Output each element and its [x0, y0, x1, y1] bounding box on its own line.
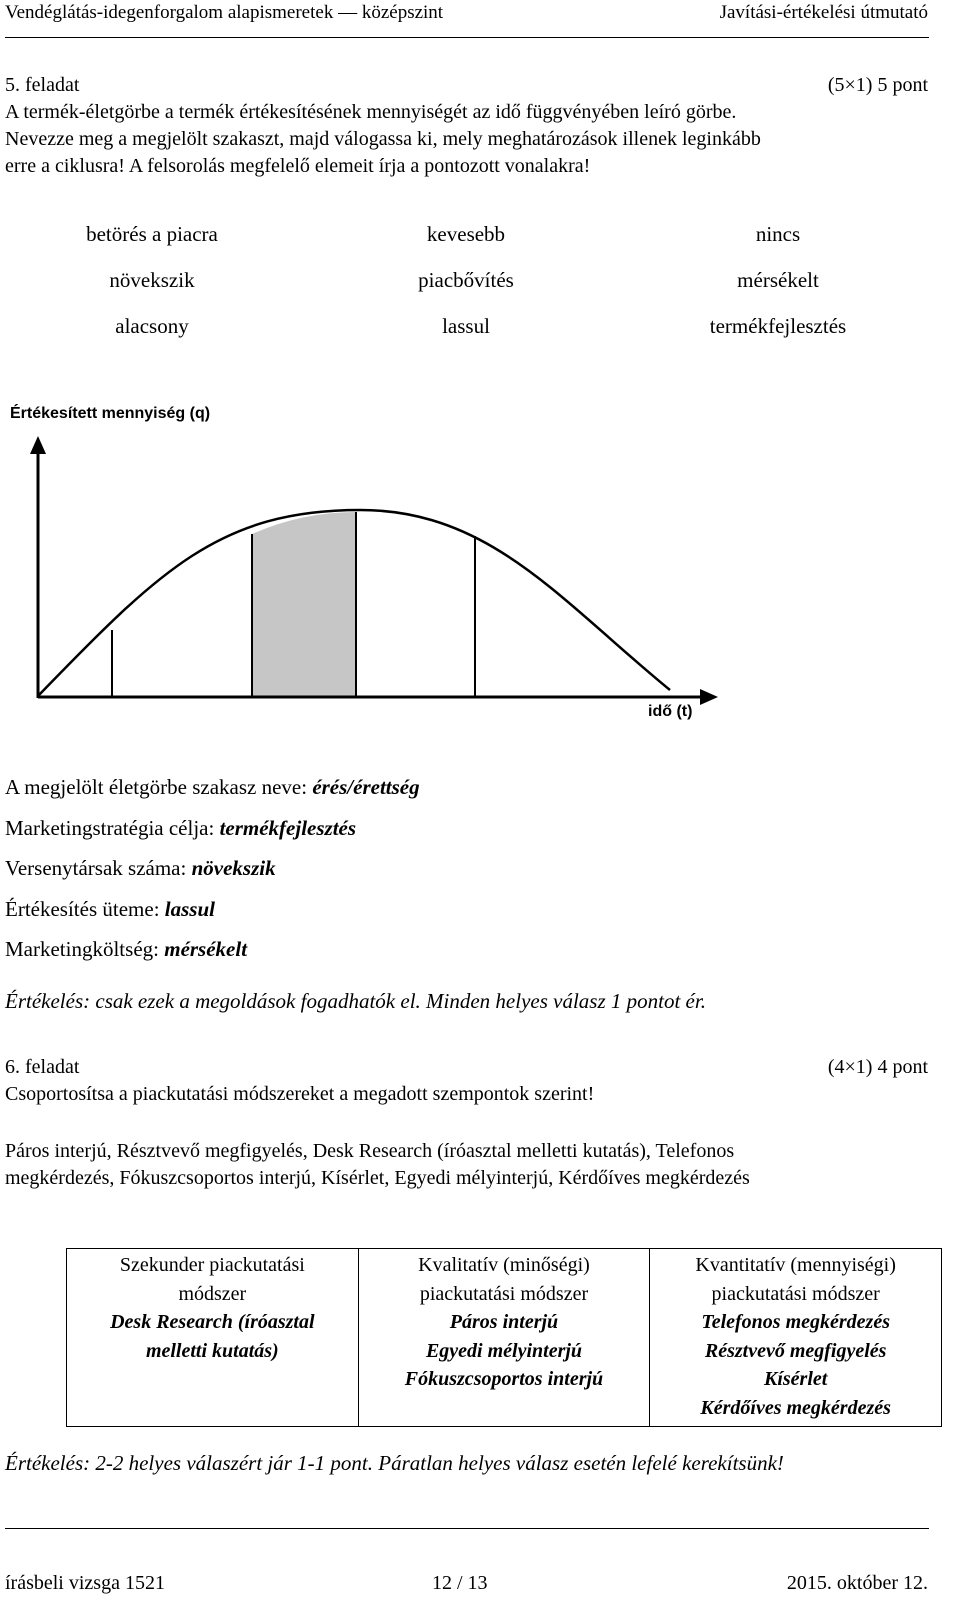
- table-cell-quantitative: [650, 1249, 942, 1427]
- cell-title: piackutatási módszer: [419, 1282, 589, 1305]
- task5-instruction-line-1: A termék-életgörbe a termék értékesítésének mennyiségét az idő függvényében leíró görbe.: [5, 101, 737, 123]
- product-lifecycle-diagram: [0, 430, 720, 730]
- answer-label: Versenytársak száma:: [5, 856, 192, 880]
- answer-value: termékfejlesztés: [219, 816, 357, 840]
- answer-strategy: [5, 815, 356, 842]
- task6-methods-line-1: Páros interjú, Résztvevő megfigyelés, Desk Research (íróasztal melletti kutatás), Telefonos: [5, 1140, 735, 1162]
- answer-label: A megjelölt életgörbe szakasz neve:: [5, 775, 313, 799]
- header-right: Javítási-értékelési útmutató: [719, 2, 928, 23]
- task6-points: (4×1) 4 pont: [827, 1056, 928, 1078]
- cell-item: Kísérlet: [763, 1368, 828, 1390]
- answer-marketing-cost: [5, 936, 247, 963]
- cell-item: melletti kutatás): [145, 1339, 279, 1362]
- header-left: Vendéglátás-idegenforgalom alapismeretek — középszint: [5, 2, 444, 23]
- task6-methods-line-2: megkérdezés, Fókuszcsoportos interjú, Kísérlet, Egyedi mélyinterjú, Kérdőíves megkérdezés: [5, 1167, 750, 1189]
- footer-left: írásbeli vizsga 1521: [5, 1572, 165, 1594]
- task5-instruction-line-3: erre a ciklusra! A felsorolás megfelelő elemeit írja a pontozott vonalakra!: [5, 155, 591, 177]
- answer-value: mérsékelt: [164, 937, 248, 961]
- table-row: [67, 1249, 942, 1427]
- cell-item: Desk Research (íróasztal: [110, 1311, 315, 1333]
- cell-item: Egyedi mélyinterjú: [425, 1339, 583, 1362]
- y-axis-label: Értékesített mennyiség (q): [10, 405, 211, 422]
- answer-stage-name: [5, 774, 420, 801]
- task5-instruction-line-2: Nevezze meg a megjelölt szakaszt, majd válogassa ki, mely meghatározások illenek leginkább: [5, 128, 761, 150]
- answer-label: Marketingstratégia célja:: [5, 816, 220, 840]
- cell-item: Kérdőíves megkérdezés: [700, 1396, 891, 1419]
- table-cell-qualitative: [358, 1249, 650, 1427]
- task5-points: (5×1) 5 pont: [827, 74, 928, 96]
- header-rule: [5, 37, 929, 38]
- cell-title: piackutatási módszer: [711, 1282, 880, 1305]
- word-bank-item: piacbővítés: [418, 268, 514, 292]
- footer-right: 2015. október 12.: [786, 1572, 928, 1594]
- y-axis-arrow: [30, 436, 46, 454]
- task6-instruction: Csoportosítsa a piackutatási módszereket a megadott szempontok szerint!: [5, 1083, 595, 1105]
- answer-label: Értékesítés üteme:: [5, 897, 165, 921]
- cell-title: Szekunder piackutatási: [119, 1254, 305, 1276]
- word-bank-item: növekszik: [109, 268, 195, 292]
- answer-sales-pace: [5, 896, 215, 923]
- task5-number: 5. feladat: [5, 74, 80, 96]
- cell-item: Telefonos megkérdezés: [701, 1311, 890, 1333]
- answer-competitors: [5, 855, 276, 882]
- cell-title: Kvalitatív (minőségi): [418, 1254, 590, 1276]
- cell-title: módszer: [178, 1282, 247, 1305]
- cell-title: Kvantitatív (mennyiségi): [695, 1254, 896, 1276]
- table-cell-secondary: [67, 1249, 359, 1427]
- x-axis-label: idő (t): [648, 703, 693, 720]
- task6-evaluation: Értékelés: 2-2 helyes válaszért jár 1-1 pont. Páratlan helyes válasz esetén lefelé kerekítsünk!: [5, 1451, 784, 1475]
- highlighted-segment: [252, 512, 356, 696]
- answer-value: érés/érettség: [312, 775, 420, 799]
- word-bank-item: termékfejlesztés: [709, 314, 847, 338]
- cell-item: Fókuszcsoportos interjú: [404, 1368, 604, 1390]
- answer-value: lassul: [164, 897, 215, 921]
- x-axis-arrow: [700, 689, 718, 705]
- word-bank-item: mérsékelt: [737, 268, 819, 292]
- word-bank-item: alacsony: [115, 314, 189, 338]
- footer-rule: [5, 1528, 929, 1529]
- footer-page-number: 12 / 13: [432, 1572, 488, 1594]
- word-bank-item: kevesebb: [426, 222, 506, 246]
- cell-item: Páros interjú: [449, 1311, 559, 1333]
- answer-label: Marketingköltség:: [5, 937, 165, 961]
- answer-value: növekszik: [191, 856, 276, 880]
- word-bank-item: lassul: [442, 314, 490, 338]
- method-classification-table: [66, 1248, 942, 1427]
- word-bank-item: betörés a piacra: [86, 222, 218, 246]
- cell-item: Résztvevő megfigyelés: [704, 1339, 887, 1362]
- task5-evaluation: Értékelés: csak ezek a megoldások fogadhatók el. Minden helyes válasz 1 pontot ér.: [5, 989, 706, 1013]
- word-bank-item: nincs: [755, 222, 801, 246]
- task6-number: 6. feladat: [5, 1056, 80, 1078]
